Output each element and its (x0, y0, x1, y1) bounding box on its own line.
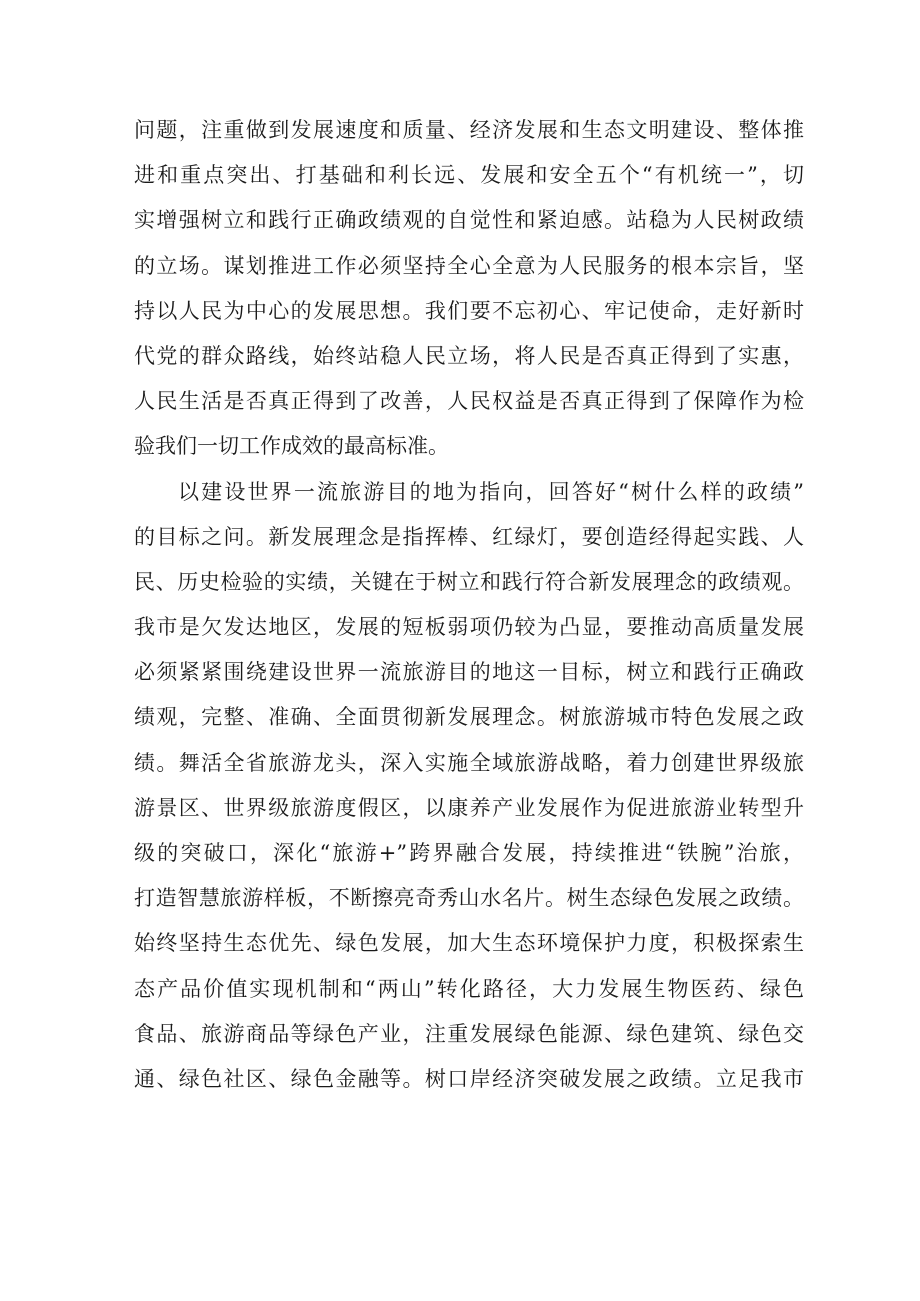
text-line: 通、绿色社区、绿色金融等。树口岸经济突破发展之政绩。立足我市 (134, 1066, 804, 1091)
text-line: 的目标之问。新发展理念是指挥棒、红绿灯，要创造经得起实践、人 (134, 524, 804, 549)
text-line: 食品、旅游商品等绿色产业，注重发展绿色能源、绿色建筑、绿色交 (134, 1021, 804, 1046)
document-body (134, 108, 804, 1102)
text-line: 必须紧紧围绕建设世界一流旅游目的地这一目标，树立和践行正确政 (134, 660, 804, 685)
text-line: 实增强树立和践行正确政绩观的自觉性和紧迫感。站稳为人民树政绩 (134, 208, 804, 233)
text-line: 级的突破口，深化“旅游+”跨界融合发展，持续推进“铁腕”治旅， (134, 841, 804, 865)
text-line: 始终坚持生态优先、绿色发展，加大生态环境保护力度，积极探索生 (134, 931, 804, 956)
text-line: 人民生活是否真正得到了改善，人民权益是否真正得到了保障作为检 (134, 389, 804, 414)
text-line: 的立场。谋划推进工作必须坚持全心全意为人民服务的根本宗旨，坚 (134, 253, 804, 278)
text-line: 我市是欠发达地区，发展的短板弱项仍较为凸显，要推动高质量发展 (134, 615, 804, 640)
text-line: 问题，注重做到发展速度和质量、经济发展和生态文明建设、整体推 (134, 118, 804, 142)
paragraph-1 (134, 108, 804, 470)
text-line: 绩观，完整、准确、全面贯彻新发展理念。树旅游城市特色发展之政 (134, 705, 804, 730)
text-line: 打造智慧旅游样板，不断擦亮奇秀山水名片。树生态绿色发展之政绩。 (134, 886, 804, 911)
paragraph-2 (134, 470, 804, 1103)
text-line: 民、历史检验的实绩，关键在于树立和践行符合新发展理念的政绩观。 (134, 569, 804, 594)
text-line: 态产品价值实现机制和“两山”转化路径，大力发展生物医药、绿色 (134, 976, 804, 1001)
text-line: 进和重点突出、打基础和利长远、发展和安全五个“有机统一”，切 (134, 163, 804, 188)
text-line: 以建设世界一流旅游目的地为指向，回答好“树什么样的政绩” (178, 479, 804, 504)
text-line: 验我们一切工作成效的最高标准。 (134, 434, 449, 459)
text-line: 持以人民为中心的发展思想。我们要不忘初心、牢记使命，走好新时 (134, 298, 804, 323)
text-line: 游景区、世界级旅游度假区，以康养产业发展作为促进旅游业转型升 (134, 795, 804, 820)
text-line: 绩。舞活全省旅游龙头，深入实施全域旅游战略，着力创建世界级旅 (134, 750, 804, 775)
text-line: 代党的群众路线，始终站稳人民立场，将人民是否真正得到了实惠， (134, 343, 804, 368)
